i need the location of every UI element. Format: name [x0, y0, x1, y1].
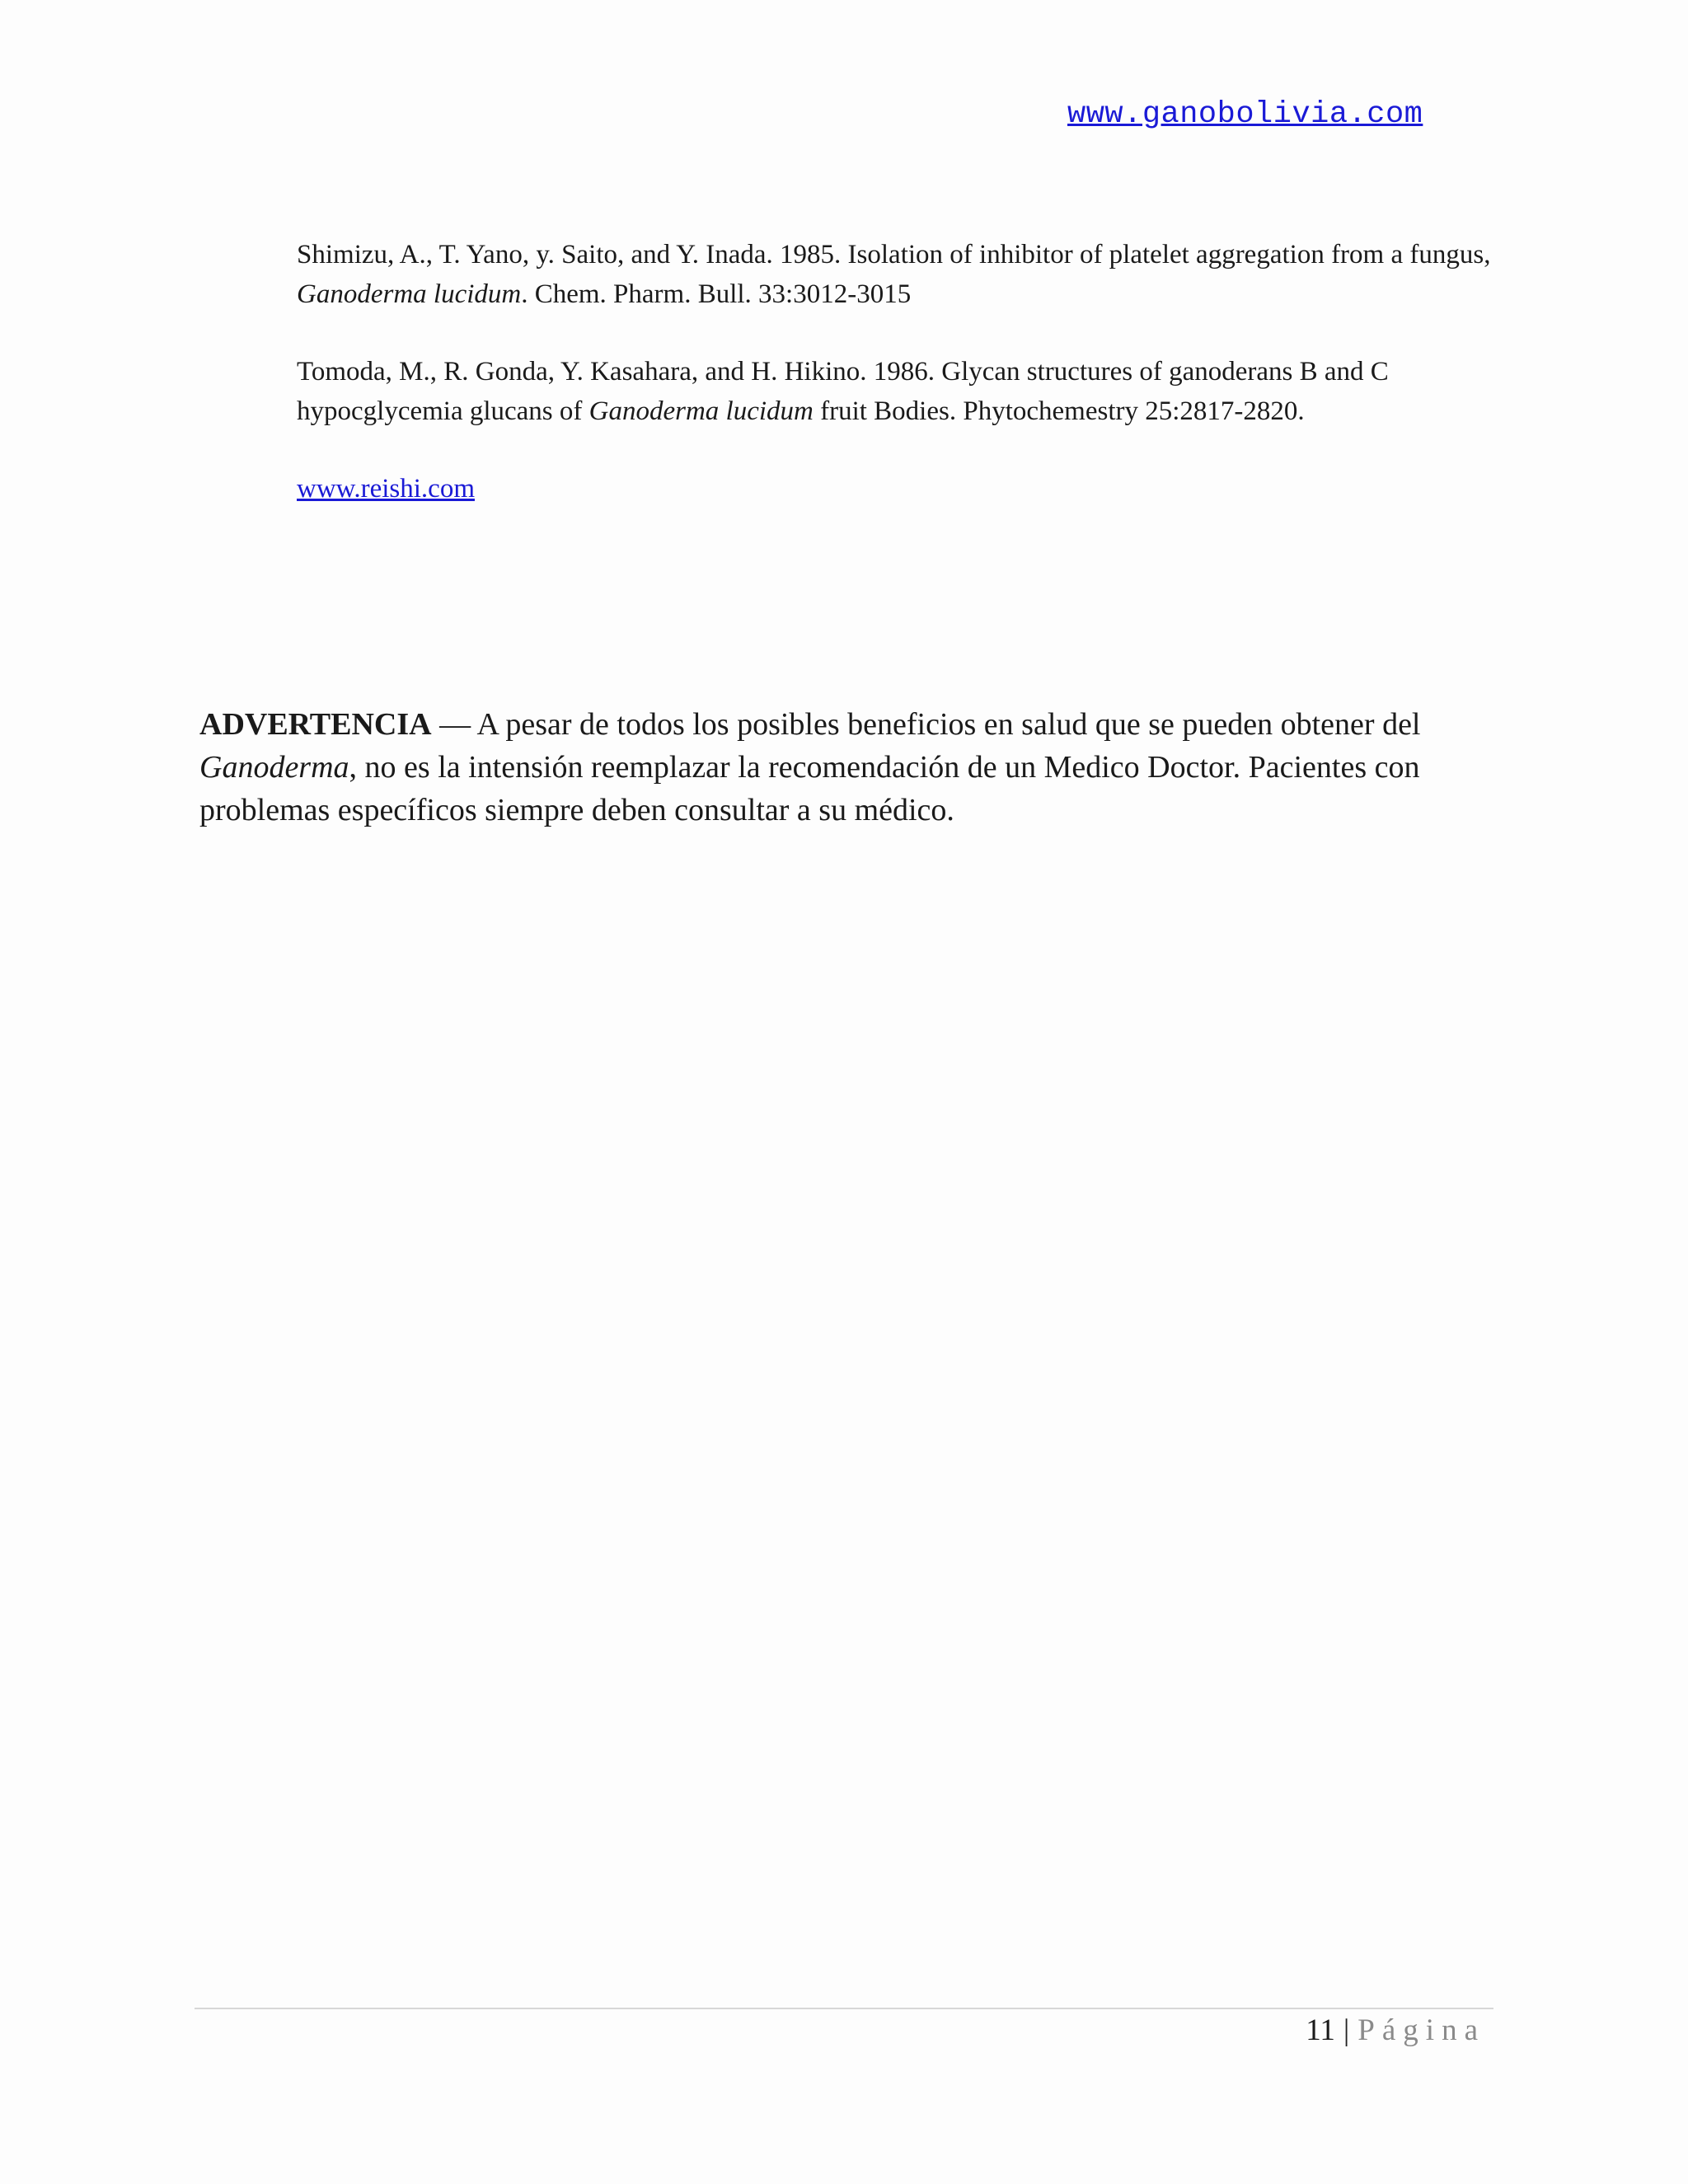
header-site-link[interactable]: www.ganobolivia.com: [1067, 97, 1423, 132]
warning-species-name: Ganoderma: [199, 750, 349, 785]
reference-text: fruit Bodies. Phytochemestry 25:2817-2820.: [813, 396, 1305, 426]
warning-text: , no es la intensión reemplazar la recomendación de un Medico Doctor. Pacientes con problemas específicos siempre deben consultar a su médico.: [199, 750, 1420, 827]
references-section: [297, 235, 1500, 546]
footer-separator: |: [1343, 2013, 1350, 2047]
reference-link-item: [297, 469, 1500, 509]
reference-text: . Chem. Pharm. Bull. 33:3012-3015: [521, 279, 912, 309]
reference-species-name: Ganoderma lucidum: [588, 396, 814, 426]
reishi-link[interactable]: www.reishi.com: [297, 474, 475, 504]
warning-label: ADVERTENCIA: [199, 707, 432, 742]
footer-divider: [195, 2008, 1493, 2009]
page-word: Página: [1357, 2013, 1485, 2047]
warning-paragraph: [199, 703, 1502, 832]
warning-text: A pesar de todos los posibles beneficios en salud que se pueden obtener del: [476, 707, 1421, 742]
reference-item: [297, 352, 1500, 431]
page-number: 11: [1306, 2013, 1335, 2047]
reference-item: [297, 235, 1500, 314]
reference-text: Tomoda, M., R. Gonda, Y. Kasahara, and H. Hikino. 1986. Glycan structures of ganoderans B and C hypocglycemia glucans of: [297, 357, 1389, 426]
warning-dash: —: [431, 707, 477, 742]
reference-text: Shimizu, A., T. Yano, y. Saito, and Y. Inada. 1985. Isolation of inhibitor of platelet aggregation from a fungus,: [297, 240, 1491, 269]
reference-species-name: Ganoderma lucidum: [297, 279, 522, 309]
page-footer: [1306, 2011, 1485, 2050]
